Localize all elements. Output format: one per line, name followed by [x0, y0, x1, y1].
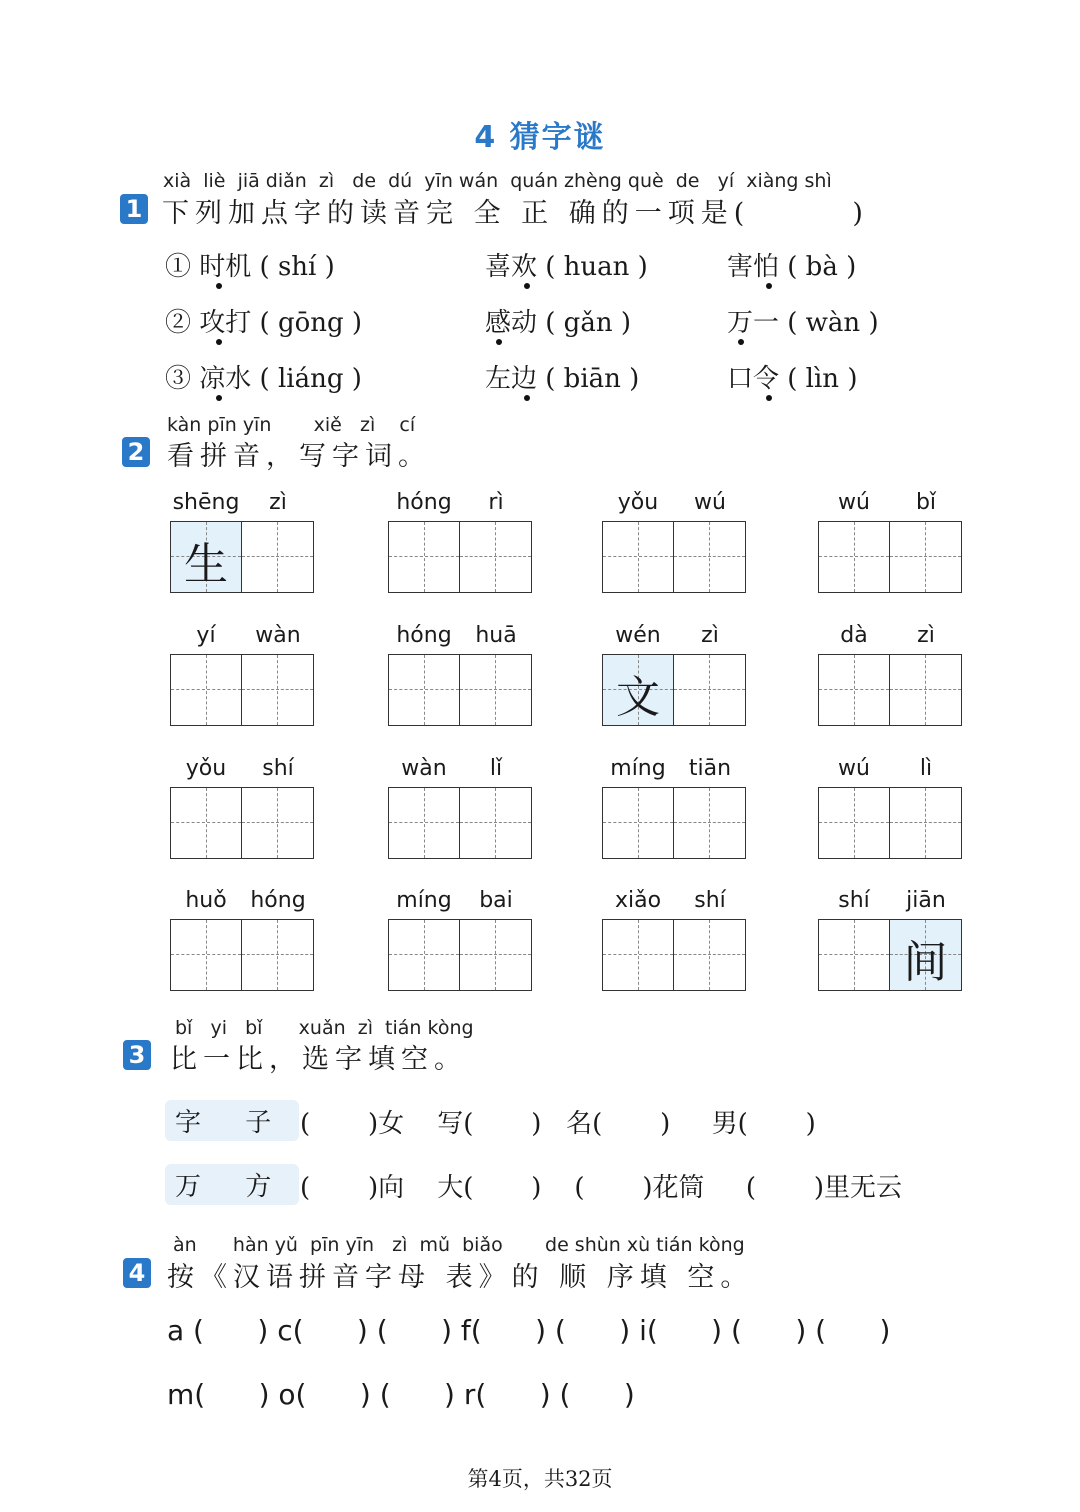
- page-footer: 第4页，共32页: [467, 1467, 613, 1491]
- q1-option-2a: ② 攻打 ( gōng ): [165, 308, 363, 338]
- writing-box-pair: [602, 919, 746, 991]
- q1-option-3b: 左边 ( biān ): [485, 364, 640, 394]
- q3-fill-row-1[interactable]: ( )女 写( ) 名( ) 男( ): [300, 1109, 816, 1139]
- grid-pinyin-label: wàn: [255, 623, 301, 648]
- writing-box[interactable]: [674, 655, 745, 725]
- writing-box[interactable]: [171, 920, 242, 990]
- writing-box[interactable]: [674, 522, 745, 592]
- writing-box[interactable]: [890, 522, 961, 592]
- writing-box[interactable]: [389, 788, 460, 858]
- grid-pinyin-label: hóng: [396, 490, 452, 515]
- q4-alphabet-line-2[interactable]: m( ) o( ) ( ) r( ) ( ): [167, 1378, 635, 1411]
- q4-number-badge: 4: [123, 1258, 151, 1288]
- grid-pinyin-label: lì: [919, 756, 933, 781]
- grid-pinyin-label: hóng: [250, 888, 306, 913]
- q2-number-badge: 2: [122, 437, 150, 467]
- writing-box[interactable]: [603, 655, 674, 725]
- q2-heading: 看拼音，写字词。: [167, 441, 431, 472]
- example-character: 间: [903, 937, 948, 988]
- grid-pinyin-label: rì: [488, 490, 504, 515]
- writing-box[interactable]: [603, 920, 674, 990]
- writing-box[interactable]: [674, 920, 745, 990]
- grid-pinyin-label: dà: [840, 623, 868, 648]
- example-character: 文: [616, 672, 660, 723]
- writing-box[interactable]: [242, 920, 313, 990]
- writing-box-pair: [170, 521, 314, 593]
- writing-box-pair: [170, 787, 314, 859]
- writing-box[interactable]: [242, 788, 313, 858]
- writing-box[interactable]: [242, 522, 313, 592]
- q1-option-2b: 感动 ( gǎn ): [485, 308, 631, 338]
- writing-box-pair: [388, 787, 532, 859]
- writing-box[interactable]: [603, 788, 674, 858]
- q1-option-1c: 害怕 ( bà ): [727, 252, 857, 282]
- grid-pinyin-label: wén: [615, 623, 661, 648]
- emphasis-dot: [766, 283, 772, 289]
- writing-box-pair: [388, 654, 532, 726]
- q4-alphabet-line-1[interactable]: a ( ) c( ) ( ) f( ) ( ) i( ) ( ) ( ): [167, 1314, 891, 1347]
- grid-pinyin-label: bai: [479, 888, 513, 913]
- writing-box-pair: [818, 919, 962, 991]
- q3-pinyin: bǐ yi bǐ xuǎn zì tián kòng: [175, 1017, 474, 1039]
- q3-word-choice-2: 万 方: [165, 1164, 299, 1205]
- q3-word-choice-1: 字 子: [165, 1100, 299, 1141]
- writing-box-pair: [170, 919, 314, 991]
- writing-box-pair: [818, 521, 962, 593]
- q3-number-badge: 3: [123, 1040, 151, 1070]
- grid-pinyin-label: míng: [396, 888, 452, 913]
- writing-box[interactable]: [389, 522, 460, 592]
- writing-box[interactable]: [819, 655, 890, 725]
- emphasis-dot: [766, 395, 772, 401]
- writing-box[interactable]: [890, 788, 961, 858]
- grid-pinyin-label: zì: [269, 490, 287, 515]
- q1-option-2c: 万一 ( wàn ): [727, 308, 879, 338]
- writing-box[interactable]: [460, 522, 531, 592]
- grid-pinyin-label: jiān: [906, 888, 946, 913]
- grid-pinyin-label: wàn: [401, 756, 447, 781]
- grid-pinyin-label: bǐ: [915, 490, 937, 515]
- grid-pinyin-label: míng: [610, 756, 666, 781]
- writing-box[interactable]: [171, 522, 242, 592]
- q3-heading: 比一比，选字填空。: [170, 1044, 467, 1075]
- writing-box-pair: [602, 654, 746, 726]
- writing-box[interactable]: [171, 788, 242, 858]
- grid-pinyin-label: yí: [196, 623, 216, 648]
- grid-pinyin-label: zì: [917, 623, 935, 648]
- emphasis-dot: [524, 395, 530, 401]
- page-title: 4 猜字谜: [474, 120, 606, 155]
- writing-box[interactable]: [460, 920, 531, 990]
- emphasis-dot: [738, 339, 744, 345]
- grid-pinyin-label: huǒ: [185, 888, 227, 913]
- grid-pinyin-label: shí: [694, 888, 726, 913]
- writing-box-pair: [388, 919, 532, 991]
- q1-option-1b: 喜欢 ( huan ): [485, 252, 648, 282]
- writing-box[interactable]: [460, 788, 531, 858]
- writing-box[interactable]: [890, 655, 961, 725]
- grid-pinyin-label: yǒu: [617, 490, 659, 515]
- writing-box[interactable]: [819, 788, 890, 858]
- writing-box-pair: [602, 787, 746, 859]
- writing-box[interactable]: [460, 655, 531, 725]
- grid-pinyin-label: tiān: [688, 756, 732, 781]
- writing-box[interactable]: [603, 522, 674, 592]
- emphasis-dot: [216, 395, 222, 401]
- writing-box[interactable]: [389, 920, 460, 990]
- writing-box-pair: [818, 654, 962, 726]
- emphasis-dot: [496, 339, 502, 345]
- q1-heading: 下列加点字的读音完 全 正 确的一项是( ): [162, 198, 869, 229]
- writing-box[interactable]: [819, 522, 890, 592]
- writing-box-pair: [818, 787, 962, 859]
- writing-box[interactable]: [171, 655, 242, 725]
- grid-pinyin-label: lǐ: [489, 756, 503, 781]
- emphasis-dot: [216, 283, 222, 289]
- q3-fill-row-2[interactable]: ( )向 大( ) ( )花筒 ( )里无云: [300, 1173, 902, 1203]
- grid-pinyin-label: hóng: [396, 623, 452, 648]
- q1-number-badge: 1: [120, 194, 148, 224]
- writing-box-pair: [388, 521, 532, 593]
- writing-box[interactable]: [819, 920, 890, 990]
- grid-pinyin-label: zì: [701, 623, 719, 648]
- grid-pinyin-label: huā: [475, 623, 517, 648]
- writing-box[interactable]: [242, 655, 313, 725]
- q1-option-1a: ① 时机 ( shí ): [165, 252, 335, 282]
- grid-pinyin-label: yǒu: [185, 756, 227, 781]
- q2-pinyin: kàn pīn yīn xiě zì cí: [167, 414, 416, 436]
- q4-heading: 按《汉语拼音字母 表》的 顺 序填 空。: [167, 1262, 754, 1293]
- q1-pinyin: xià liè jiā diǎn zì de dú yīn wán quán zhèng què de yí xiàng shì: [163, 170, 832, 192]
- q4-pinyin: àn hàn yǔ pīn yīn zì mǔ biǎo de shùn xù tián kòng: [173, 1234, 745, 1256]
- emphasis-dot: [524, 283, 530, 289]
- grid-pinyin-label: wú: [694, 490, 726, 515]
- grid-pinyin-label: shí: [262, 756, 294, 781]
- q1-option-3c: 口令 ( lìn ): [727, 364, 858, 394]
- writing-box[interactable]: [389, 655, 460, 725]
- grid-pinyin-label: shēng: [172, 490, 240, 515]
- grid-pinyin-label: wú: [838, 490, 870, 515]
- example-character: 生: [184, 539, 228, 590]
- writing-box-pair: [170, 654, 314, 726]
- grid-pinyin-label: wú: [838, 756, 870, 781]
- grid-pinyin-label: xiǎo: [614, 888, 662, 913]
- grid-pinyin-label: shí: [838, 888, 870, 913]
- writing-box[interactable]: [890, 920, 961, 990]
- writing-box-pair: [602, 521, 746, 593]
- emphasis-dot: [216, 339, 222, 345]
- q1-option-3a: ③ 凉水 ( liáng ): [165, 364, 362, 394]
- writing-box[interactable]: [674, 788, 745, 858]
